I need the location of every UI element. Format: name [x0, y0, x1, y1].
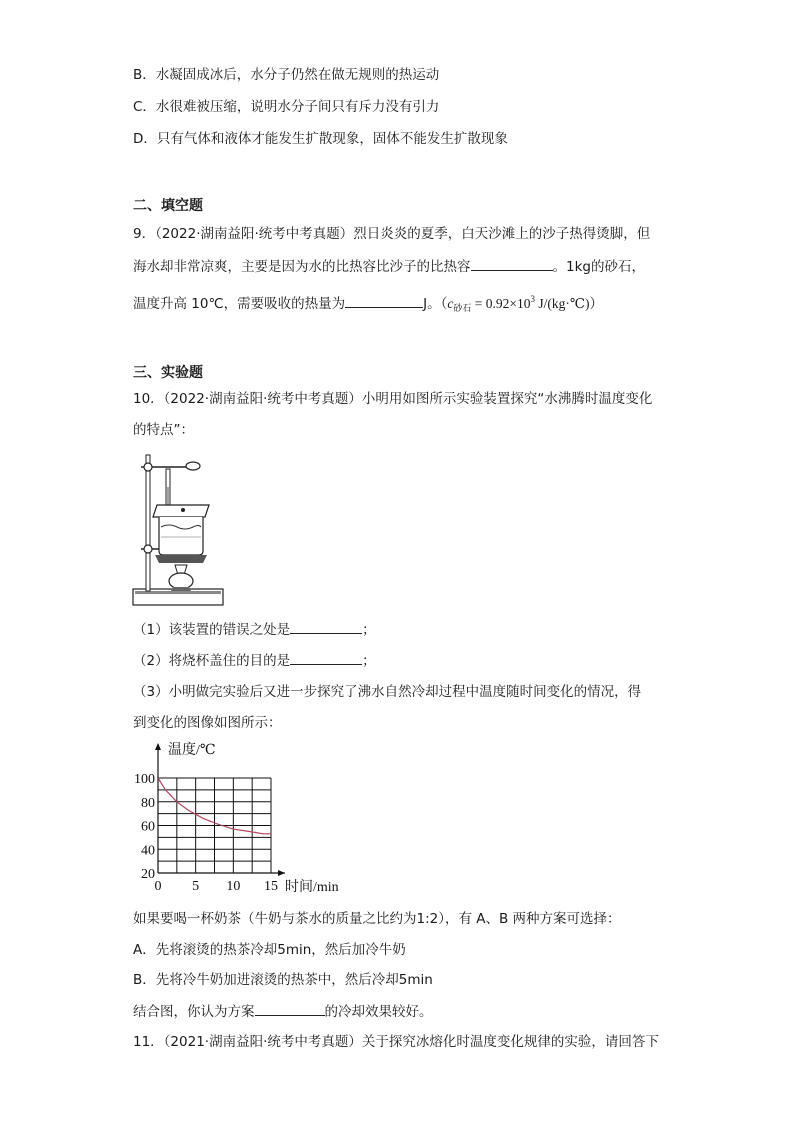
q9-formula-sub: 砂石	[453, 303, 472, 313]
q9-line3-text-a: 温度升高 10℃，需要吸收的热量为	[133, 296, 346, 312]
cooling-chart	[128, 740, 360, 896]
sub1-text-a: （1）该装置的错误之处是	[133, 622, 291, 638]
lamp-base	[171, 587, 191, 591]
q11-line1: 11．（2021·湖南益阳·统考中考真题）关于探究冰熔化时温度变化规律的实验，请回答下	[133, 1034, 659, 1050]
y-tick-label: 100	[134, 772, 155, 787]
conclusion-text-a: 结合图，你认为方案	[133, 1004, 255, 1020]
q9-line2-text-b: 。1kg的砂石，	[552, 259, 645, 275]
beaker-lid	[153, 505, 209, 517]
sub2-text-a: （2）将烧杯盖住的目的是	[133, 653, 291, 669]
option-b: B．水凝固成冰后，水分子仍然在做无规则的热运动	[133, 67, 440, 83]
section-heading-fill-blank: 二、填空题	[133, 198, 203, 214]
q9-line2-text-a: 海水却非常凉爽，主要是因为水的比热容比沙子的比热容	[133, 259, 471, 275]
sub2-text-b: ；	[362, 653, 376, 669]
sub1-text-b: ；	[362, 622, 376, 638]
y-tick-label: 40	[141, 843, 155, 859]
y-tick-label: 60	[141, 819, 155, 835]
wire-gauze	[155, 555, 207, 563]
lid-hole	[181, 508, 185, 512]
sub3-line1: （3）小明做完实验后又进一步探究了沸水自然冷却过程中温度随时间变化的情况，得	[133, 684, 642, 700]
clamp-ring-top	[186, 462, 200, 470]
q9-line3-text-b: J。（	[423, 296, 448, 312]
beaker	[159, 517, 203, 555]
q9-blank-2[interactable]	[345, 294, 423, 308]
clamp-knob-mid	[144, 545, 152, 553]
conclusion-line	[133, 1002, 433, 1021]
q9-line2	[133, 257, 645, 276]
q9-line1: 9．（2022·湖南益阳·统考中考真题）烈日炎炎的夏季，白天沙滩上的沙子热得烫脚，但	[133, 226, 651, 242]
x-tick-label: 15	[264, 879, 278, 894]
clamp-knob-top	[144, 463, 152, 471]
conclusion-text-b: 的冷却效果较好。	[324, 1004, 433, 1020]
sub2-blank[interactable]	[290, 651, 362, 665]
alcohol-lamp	[169, 573, 193, 589]
q9-formula	[447, 296, 603, 311]
q10-line2: 的特点”：	[133, 422, 194, 438]
x-tick-label: 5	[192, 879, 200, 894]
option-a-plan: A．先将滚烫的热茶冷却5min，然后加冷牛奶	[133, 942, 406, 958]
option-c: C．水很难被压缩，说明水分子间只有斥力没有引力	[133, 99, 440, 115]
x-axis-arrow	[278, 870, 285, 876]
y-axis-arrow	[155, 743, 161, 750]
milk-tea-line: 如果要喝一杯奶茶（牛奶与茶水的质量之比约为1:2），有 A、B 两种方案可选择：	[133, 911, 621, 927]
boiling-apparatus-figure	[131, 447, 227, 609]
chart-ylabel: 温度/℃	[168, 743, 216, 758]
q9-formula-exp: 3	[530, 294, 535, 304]
sub2-line	[133, 651, 376, 670]
conclusion-blank[interactable]	[255, 1002, 325, 1016]
y-tick-label: 80	[141, 795, 155, 811]
chart-xlabel: 时间/min	[285, 880, 339, 895]
q10-line1: 10．（2022·湖南益阳·统考中考真题）小明用如图所示实验装置探究“水沸腾时温度变化	[133, 391, 653, 407]
section-heading-experiment: 三、实验题	[133, 365, 203, 381]
q9-line3	[133, 290, 603, 317]
sub3-line2: 到变化的图像如图所示：	[133, 715, 282, 731]
option-b-plan: B．先将冷牛奶加进滚烫的热茶中，然后冷却5min	[133, 972, 433, 988]
option-d: D．只有气体和液体才能发生扩散现象，固体不能发生扩散现象	[133, 131, 508, 147]
stand-rod	[146, 455, 150, 591]
x-tick-label: 0	[154, 879, 162, 894]
y-tick-label: 20	[141, 867, 155, 882]
q9-formula-unit: J/(kg·℃)）	[535, 296, 603, 311]
q9-blank-1[interactable]	[471, 257, 553, 271]
q9-formula-eq: = 0.92×10	[471, 296, 531, 311]
sub1-blank[interactable]	[290, 620, 362, 634]
sub1-line	[133, 620, 376, 639]
x-tick-label: 10	[226, 879, 241, 894]
q9-formula-c: c	[447, 296, 454, 311]
